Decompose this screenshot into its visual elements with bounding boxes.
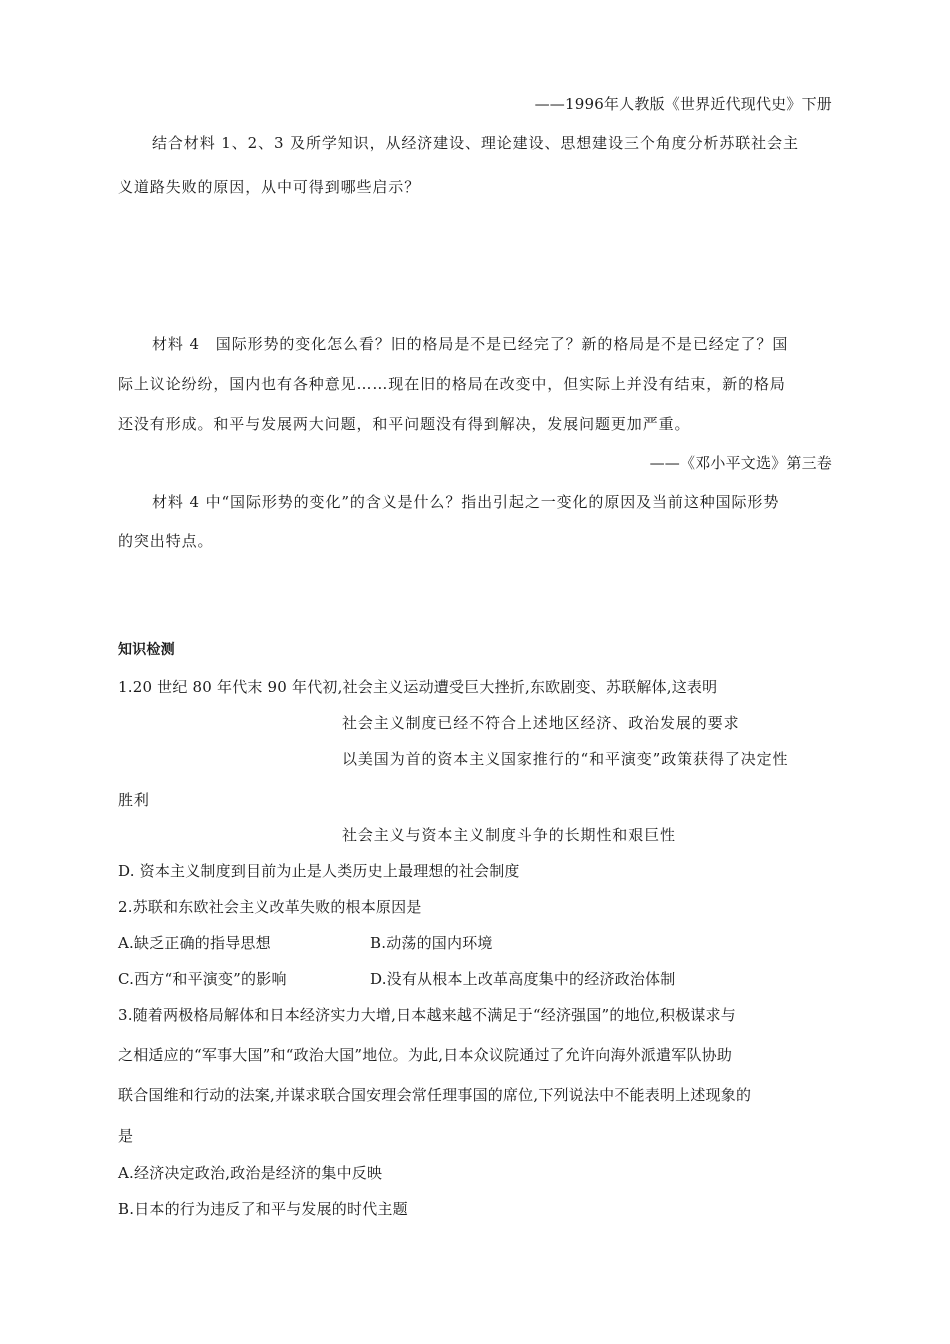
material4-line2: 际上议论纷纷，国内也有各种意见……现在旧的格局在改变中，但实际上并没有结束，新的格局 [118,375,786,393]
q1-stem: 1.20 世纪 80 年代末 90 年代初,社会主义运动遭受巨大挫折,东欧剧变、苏联解体,这表明 [118,678,718,696]
q1-option-b: 以美国为首的资本主义国家推行的“和平演变”政策获得了决定性 [342,750,789,768]
q3-line4: 是 [118,1127,134,1145]
section-title: 知识检测 [118,642,175,658]
q2-option-d: D.没有从根本上改革高度集中的经济政治体制 [370,970,676,988]
q2-option-b: B.动荡的国内环境 [370,934,493,952]
material3-source: ——1996年人教版《世界近代现代史》下册 [534,95,832,113]
q1-option-d: D. 资本主义制度到目前为止是人类历史上最理想的社会制度 [118,862,520,880]
q1-option-c: 社会主义与资本主义制度斗争的长期性和艰巨性 [342,826,676,844]
question3-line2: 义道路失败的原因，从中可得到哪些启示？ [118,178,421,196]
q3-option-b: B.日本的行为违反了和平与发展的时代主题 [118,1200,408,1218]
question4-line1: 材料 4 中“国际形势的变化”的含义是什么？指出引起之一变化的原因及当前这种国际形势 [152,493,780,511]
q2-option-a: A.缺乏正确的指导思想 [118,934,271,952]
q3-line3: 联合国维和行动的法案,并谋求联合国安理会常任理事国的席位,下列说法中不能表明上述现象的 [118,1086,752,1104]
q3-line1: 3.随着两极格局解体和日本经济实力大增,日本越来越不满足于“经济强国”的地位,积极谋求与 [118,1006,736,1024]
material4-line3: 还没有形成。和平与发展两大问题，和平问题没有得到解决，发展问题更加严重。 [118,415,691,433]
q1-option-b-continued: 胜利 [118,791,150,809]
material4-line1: 材料 4 国际形势的变化怎么看？旧的格局是不是已经完了？新的格局是不是已经定了？国 [152,335,789,353]
question4-line2: 的突出特点。 [118,532,214,550]
q2-option-c: C.西方“和平演变”的影响 [118,970,287,988]
q3-line2: 之相适应的“军事大国”和“政治大国”地位。为此,日本众议院通过了允许向海外派遣军队协助 [118,1046,733,1064]
q3-option-a: A.经济决定政治,政治是经济的集中反映 [118,1164,383,1182]
question3-line1: 结合材料 1、2、3 及所学知识，从经济建设、理论建设、思想建设三个角度分析苏联社会主 [152,134,799,152]
q1-option-a: 社会主义制度已经不符合上述地区经济、政治发展的要求 [342,714,740,732]
q2-stem: 2.苏联和东欧社会主义改革失败的根本原因是 [118,898,422,916]
material4-source: ——《邓小平文选》第三卷 [649,454,832,472]
